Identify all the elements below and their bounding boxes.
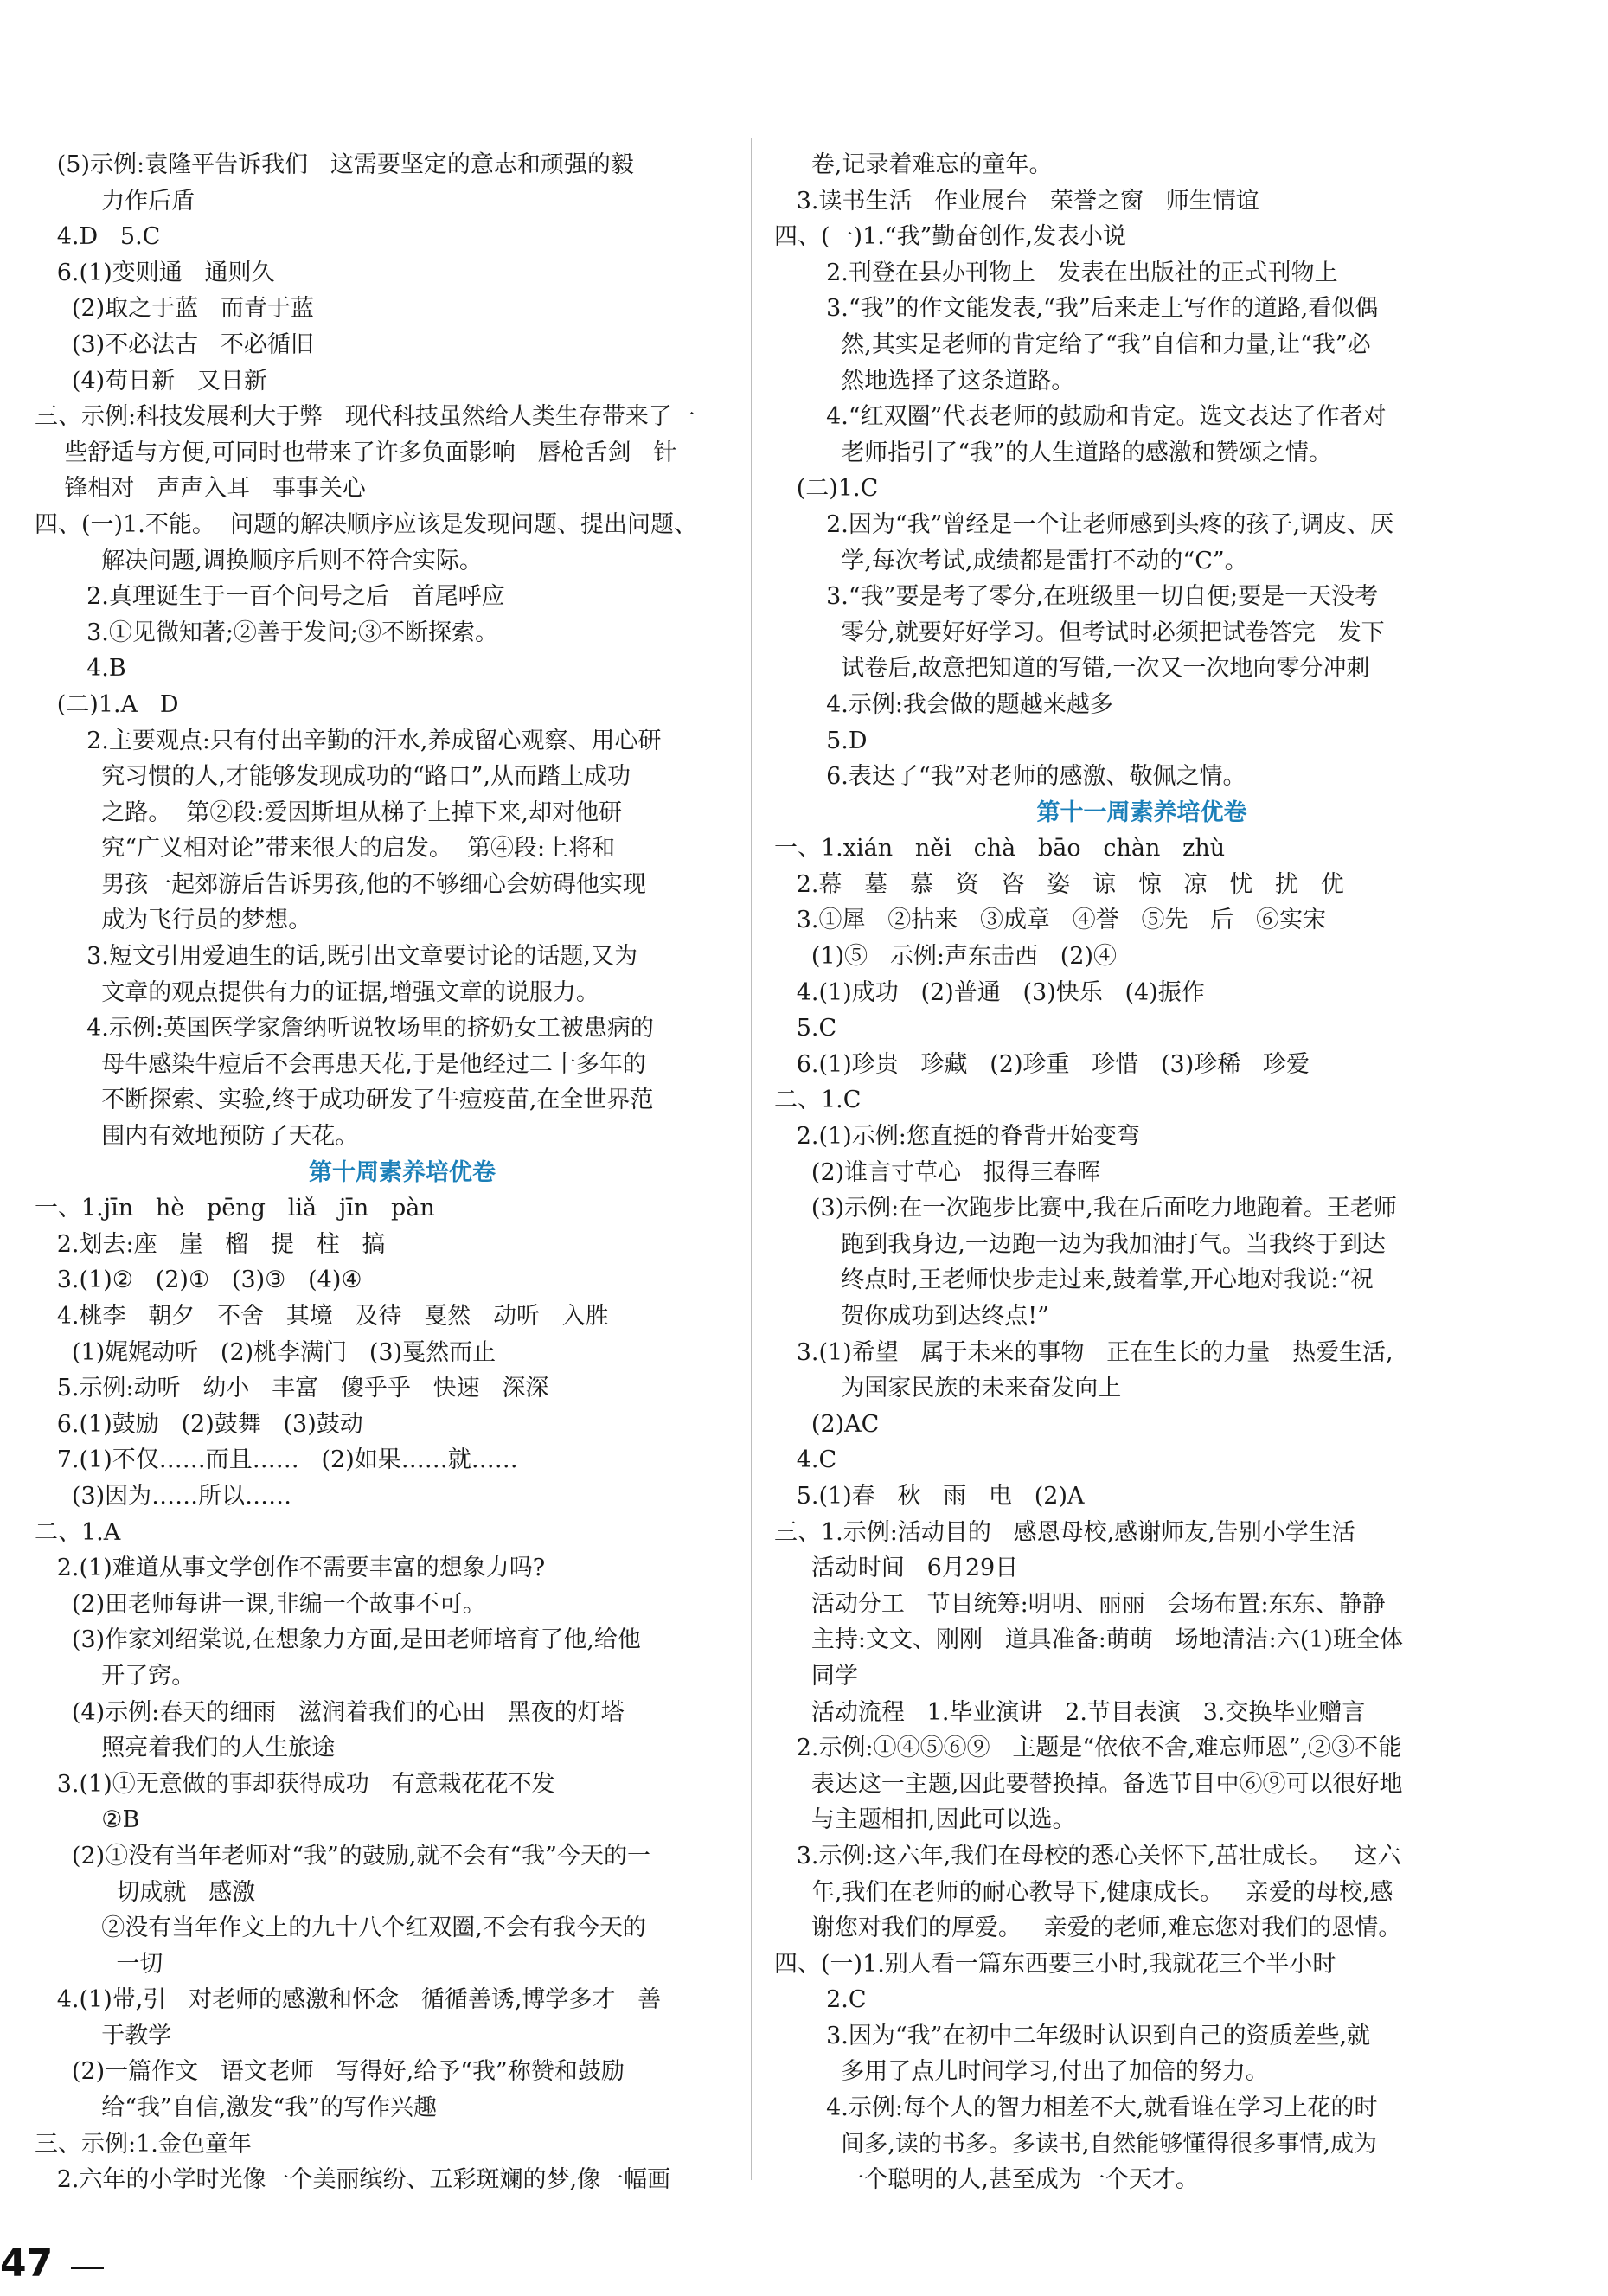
answer-line: 力作后盾 bbox=[35, 187, 195, 215]
answer-line: 老师指引了“我”的人生道路的感激和赞颂之情。 bbox=[774, 439, 1332, 466]
answer-line: 四、(一)1.“我”勤奋创作,发表小说 bbox=[774, 223, 1127, 251]
answer-line: 2.(1)难道从事文学创作不需要丰富的想象力吗? bbox=[35, 1555, 546, 1582]
answer-line: 4.(1)成功 (2)普通 (3)快乐 (4)振作 bbox=[774, 978, 1205, 1006]
answer-line: ②没有当年作文上的九十八个红双圈,不会有我今天的 bbox=[35, 1914, 646, 1942]
answer-line: 与主题相扣,因此可以选。 bbox=[774, 1806, 1076, 1834]
answer-line: 2.因为“我”曾经是一个让老师感到头疼的孩子,调皮、厌 bbox=[774, 510, 1394, 538]
answer-line: 于教学 bbox=[35, 2022, 172, 2049]
answer-line: 4.B bbox=[35, 655, 126, 683]
answer-line: 3.短文引用爱迪生的话,既引出文章要讨论的话题,又为 bbox=[35, 943, 638, 971]
answer-line: 2.幕 墓 慕 资 咨 姿 谅 惊 凉 忧 扰 优 bbox=[774, 870, 1344, 898]
answer-line: 2.主要观点:只有付出辛勤的汗水,养成留心观察、用心研 bbox=[35, 727, 662, 754]
answer-line: 6.表达了“我”对老师的感激、敬佩之情。 bbox=[774, 763, 1246, 791]
answer-line: (1)娓娓动听 (2)桃李满门 (3)戛然而止 bbox=[35, 1338, 496, 1366]
answer-line: (3)作家刘绍棠说,在想象力方面,是田老师培育了他,给他 bbox=[35, 1626, 641, 1654]
answer-line: 间多,读的书多。多读书,自然能够懂得很多事情,成为 bbox=[774, 2130, 1377, 2158]
answer-line: 3.(1)② (2)① (3)③ (4)④ bbox=[35, 1267, 362, 1294]
answer-line: 给“我”自信,激发“我”的写作兴趣 bbox=[35, 2094, 438, 2122]
answer-line: (2)①没有当年老师对“我”的鼓励,就不会有“我”今天的一 bbox=[35, 1842, 650, 1870]
answer-line: (5)示例:袁隆平告诉我们 这需要坚定的意志和顽强的毅 bbox=[35, 151, 634, 178]
page-number: 47 bbox=[0, 2241, 54, 2286]
answer-line: (1)⑤ 示例:声东击西 (2)④ bbox=[774, 943, 1117, 971]
answer-line: 4.示例:每个人的智力相差不大,就看谁在学习上花的时 bbox=[774, 2094, 1378, 2122]
answer-line: 2.六年的小学时光像一个美丽缤纷、五彩斑斓的梦,像一幅画 bbox=[35, 2166, 671, 2194]
answer-line: (2)一篇作文 语文老师 写得好,给予“我”称赞和鼓励 bbox=[35, 2058, 625, 2086]
answer-line: 活动时间 6月29日 bbox=[774, 1555, 1019, 1582]
answer-line: 4.D 5.C bbox=[35, 223, 161, 251]
answer-line: 活动流程 1.毕业演讲 2.节目表演 3.交换毕业赠言 bbox=[774, 1698, 1366, 1726]
answer-line: 4.“红双圈”代表老师的鼓励和肯定。选文表达了作者对 bbox=[774, 403, 1387, 431]
answer-line: 些舒适与方便,可同时也带来了许多负面影响 唇枪舌剑 针 bbox=[35, 439, 677, 466]
answer-line: (3)不必法古 不必循旧 bbox=[35, 330, 314, 358]
answer-line: 不断探索、实验,终于成功研发了牛痘疫苗,在全世界范 bbox=[35, 1087, 654, 1114]
answer-line: 6.(1)鼓励 (2)鼓舞 (3)鼓动 bbox=[35, 1410, 363, 1438]
answer-line: 2.示例:①④⑤⑥⑨ 主题是“依依不舍,难忘师恩”,②③不能 bbox=[774, 1735, 1402, 1762]
answer-line: (2)谁言寸草心 报得三春晖 bbox=[774, 1158, 1100, 1186]
answer-line: 一、1.xián něi chà bāo chàn zhù bbox=[774, 835, 1226, 863]
answer-line: 4.(1)带,引 对老师的感激和怀念 循循善诱,博学多才 善 bbox=[35, 1986, 662, 2014]
answer-line: 表达这一主题,因此要替换掉。备选节目中⑥⑨可以很好地 bbox=[774, 1770, 1403, 1798]
answer-line: 锋相对 声声入耳 事事关心 bbox=[35, 475, 366, 503]
answer-line: 究“广义相对论”带来很大的启发。 第④段:上将和 bbox=[35, 835, 616, 863]
answer-line: 3.(1)希望 属于未来的事物 正在生长的力量 热爱生活, bbox=[774, 1338, 1393, 1366]
answer-line: 一、1.jīn hè pēng liǎ jīn pàn bbox=[35, 1195, 435, 1222]
answer-line: 2.C bbox=[774, 1986, 867, 2014]
answer-line: 为国家民族的未来奋发向上 bbox=[774, 1375, 1122, 1402]
answer-line: (2)AC bbox=[774, 1410, 880, 1438]
answer-line: 文章的观点提供有力的证据,增强文章的说服力。 bbox=[35, 978, 599, 1006]
answer-line: (2)田老师每讲一课,非编一个故事不可。 bbox=[35, 1590, 486, 1618]
section-title: 第十周素养培优卷 bbox=[309, 1158, 496, 1186]
answer-line: 贺你成功到达终点!” bbox=[774, 1303, 1049, 1330]
answer-line: 2.刊登在县办刊物上 发表在出版社的正式刊物上 bbox=[774, 259, 1338, 286]
answer-line: ②B bbox=[35, 1806, 140, 1834]
answer-line: 三、示例:科技发展利大于弊 现代科技虽然给人类生存带来了一 bbox=[35, 403, 695, 431]
answer-line: 二、1.A bbox=[35, 1518, 121, 1546]
answer-line: 解决问题,调换顺序后则不符合实际。 bbox=[35, 547, 483, 574]
answer-line: 6.(1)珍贵 珍藏 (2)珍重 珍惜 (3)珍稀 珍爱 bbox=[774, 1050, 1310, 1078]
answer-line: 然,其实是老师的肯定给了“我”自信和力量,让“我”必 bbox=[774, 330, 1371, 358]
answer-line: 四、(一)1.不能。 问题的解决顺序应该是发现问题、提出问题、 bbox=[35, 510, 697, 538]
answer-line: 4.示例:英国医学家詹纳听说牧场里的挤奶女工被患病的 bbox=[35, 1015, 654, 1042]
answer-line: 3.读书生活 作业展台 荣誉之窗 师生情谊 bbox=[774, 187, 1259, 215]
answer-line: 5.(1)春 秋 雨 电 (2)A bbox=[774, 1482, 1085, 1510]
page-number-dash bbox=[71, 2267, 104, 2269]
answer-line: 母牛感染牛痘后不会再患天花,于是他经过二十多年的 bbox=[35, 1050, 646, 1078]
answer-line: 2.真理诞生于一百个问号之后 首尾呼应 bbox=[35, 583, 505, 611]
answer-line: 3.“我”的作文能发表,“我”后来走上写作的道路,看似偶 bbox=[774, 295, 1379, 323]
answer-line: 三、示例:1.金色童年 bbox=[35, 2130, 252, 2158]
answer-line: 四、(一)1.别人看一篇东西要三小时,我就花三个半小时 bbox=[774, 1950, 1336, 1978]
answer-line: 5.C bbox=[774, 1015, 837, 1042]
answer-line: 4.桃李 朝夕 不舍 其境 及待 戛然 动听 入胜 bbox=[35, 1303, 609, 1330]
answer-line: 开了窍。 bbox=[35, 1662, 195, 1690]
answer-line: 5.示例:动听 幼小 丰富 傻乎乎 快速 深深 bbox=[35, 1375, 549, 1402]
answer-line: 切成就 感激 bbox=[35, 1878, 256, 1906]
answer-line: 三、1.示例:活动目的 感恩母校,感谢师友,告别小学生活 bbox=[774, 1518, 1355, 1546]
answer-line: (2)取之于蓝 而青于蓝 bbox=[35, 295, 314, 323]
answer-line: 3.示例:这六年,我们在母校的悉心关怀下,茁壮成长。 这六 bbox=[774, 1842, 1401, 1870]
left-answer-column bbox=[35, 147, 770, 2198]
answer-line: 一个聪明的人,甚至成为一个天才。 bbox=[774, 2166, 1199, 2194]
answer-line: (二)1.C bbox=[774, 475, 879, 503]
answer-line: 2.(1)示例:您直挺的脊背开始变弯 bbox=[774, 1123, 1140, 1151]
answer-line: 5.D bbox=[774, 727, 868, 754]
answer-line: 成为飞行员的梦想。 bbox=[35, 907, 312, 934]
answer-line: (3)因为……所以…… bbox=[35, 1482, 292, 1510]
answer-line: (二)1.A D bbox=[35, 690, 179, 718]
answer-line: 之路。 第②段:爱因斯坦从梯子上掉下来,却对他研 bbox=[35, 798, 623, 826]
answer-line: 终点时,王老师快步走过来,鼓着掌,开心地对我说:“祝 bbox=[774, 1267, 1374, 1294]
answer-line: 二、1.C bbox=[774, 1087, 862, 1114]
answer-line: 多用了点儿时间学习,付出了加倍的努力。 bbox=[774, 2058, 1269, 2086]
answer-line: 究习惯的人,才能够发现成功的“路口”,从而踏上成功 bbox=[35, 763, 631, 791]
answer-line: 3.因为“我”在初中二年级时认识到自己的资质差些,就 bbox=[774, 2022, 1371, 2049]
answer-line: 照亮着我们的人生旅途 bbox=[35, 1735, 336, 1762]
answer-line: 一切 bbox=[35, 1950, 163, 1978]
answer-line: 然地选择了这条道路。 bbox=[774, 367, 1075, 394]
answer-line: 年,我们在老师的耐心教导下,健康成长。 亲爱的母校,感 bbox=[774, 1878, 1393, 1906]
answer-line: 7.(1)不仅……而且…… (2)如果……就…… bbox=[35, 1446, 518, 1474]
answer-line: 男孩一起郊游后告诉男孩,他的不够细心会妨碍他实现 bbox=[35, 870, 646, 898]
answer-line: 3.①犀 ②拈来 ③成章 ④誉 ⑤先 后 ⑥实宋 bbox=[774, 907, 1326, 934]
answer-line: 试卷后,故意把知道的写错,一次又一次地向零分冲刺 bbox=[774, 655, 1370, 683]
column-divider bbox=[751, 138, 752, 2180]
answer-line: 零分,就要好好学习。但考试时必须把试卷答完 发下 bbox=[774, 619, 1385, 646]
answer-line: 4.示例:我会做的题越来越多 bbox=[774, 690, 1113, 718]
answer-line: 3.“我”要是考了零分,在班级里一切自便;要是一天没考 bbox=[774, 583, 1379, 611]
answer-line: 卷,记录着难忘的童年。 bbox=[774, 151, 1053, 178]
answer-line: 3.①见微知著;②善于发问;③不断探索。 bbox=[35, 619, 499, 646]
answer-line: (4)苟日新 又日新 bbox=[35, 367, 267, 394]
answer-line: 3.(1)①无意做的事却获得成功 有意栽花花不发 bbox=[35, 1770, 555, 1798]
answer-line: (3)示例:在一次跑步比赛中,我在后面吃力地跑着。王老师 bbox=[774, 1195, 1397, 1222]
answer-line: 4.C bbox=[774, 1446, 837, 1474]
answer-line: 谢您对我们的厚爱。 亲爱的老师,难忘您对我们的恩情。 bbox=[774, 1914, 1402, 1942]
answer-line: 2.划去:座 崖 榴 提 柱 搞 bbox=[35, 1230, 386, 1258]
answer-line: 主持:文文、刚刚 道具准备:萌萌 场地清洁:六(1)班全体 bbox=[774, 1626, 1403, 1654]
answer-line: 跑到我身边,一边跑一边为我加油打气。当我终于到达 bbox=[774, 1230, 1386, 1258]
right-answer-column bbox=[774, 147, 1509, 2198]
answer-line: 围内有效地预防了天花。 bbox=[35, 1123, 359, 1151]
answer-line: 同学 bbox=[774, 1662, 858, 1690]
answer-line: 活动分工 节目统筹:明明、丽丽 会场布置:东东、静静 bbox=[774, 1590, 1386, 1618]
section-title: 第十一周素养培优卷 bbox=[1036, 798, 1247, 826]
answer-line: 学,每次考试,成绩都是雷打不动的“C”。 bbox=[774, 547, 1248, 574]
answer-line: 6.(1)变则通 通则久 bbox=[35, 259, 275, 286]
answer-line: (4)示例:春天的细雨 滋润着我们的心田 黑夜的灯塔 bbox=[35, 1698, 625, 1726]
